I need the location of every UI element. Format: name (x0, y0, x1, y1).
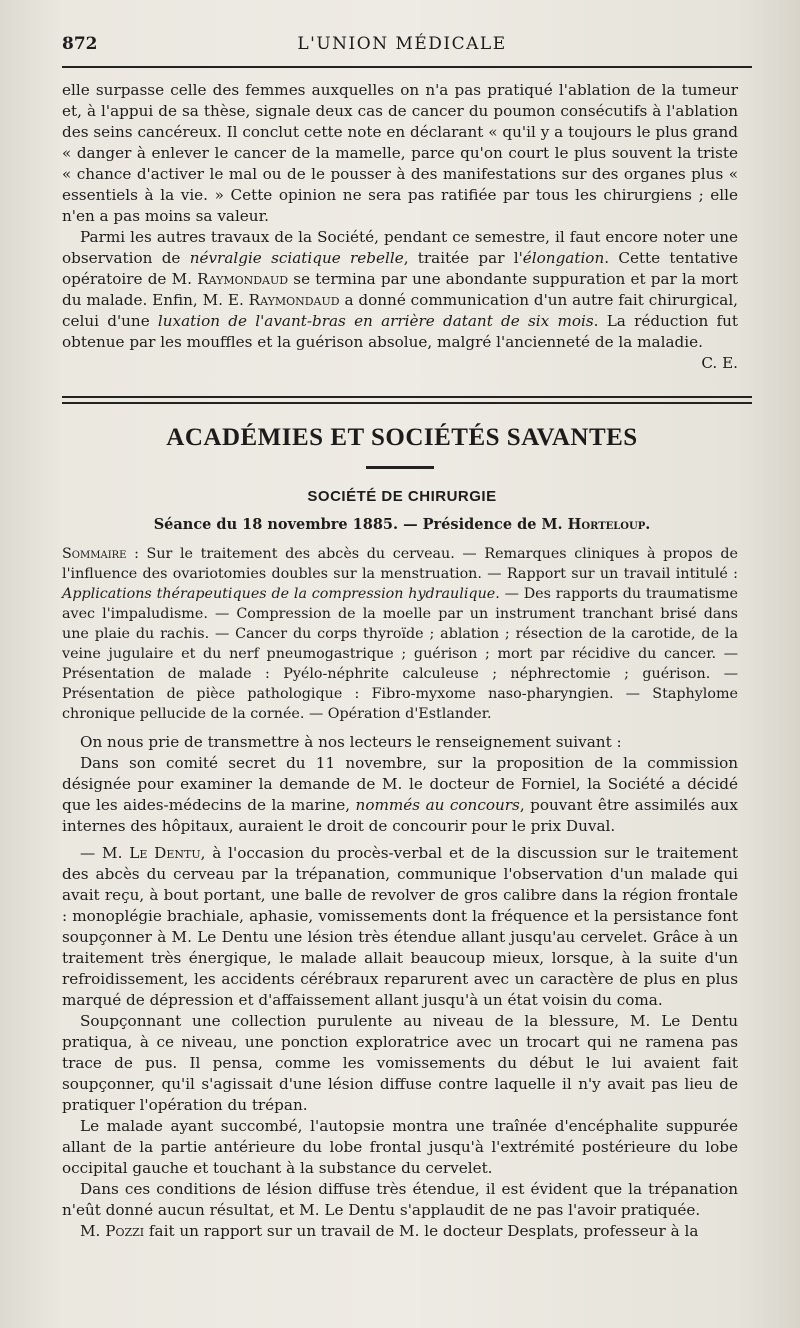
signature: C. E. (701, 354, 738, 372)
sommaire-label: Sommaire (62, 546, 127, 562)
body-paragraph-5: Le malade ayant succombé, l'autopsie montra une traînée d'encéphalite suppurée allant de la partie antérieure du lobe frontal jusqu'à l'extrémité postérieure du lobe occipital gauche et touchant à la substance du cervelet. (62, 1117, 738, 1177)
body-paragraph-7: M. Pozzi fait un rapport sur un travail de M. le docteur Desplats, professeur à la (80, 1222, 699, 1240)
section-subtitle: SOCIÉTÉ DE CHIRURGIE (307, 488, 497, 505)
header-rule (62, 66, 752, 68)
top-article (62, 80, 738, 374)
seance-line: Séance du 18 novembre 1885. — Présidence de M. Horteloup. (153, 516, 651, 533)
page-header (62, 30, 742, 60)
title-short-rule (366, 466, 434, 469)
running-title: L'UNION MÉDICALE (297, 34, 507, 54)
body-paragraph-6: Dans ces conditions de lésion diffuse très étendue, il est évident que la trépanation n'eût donné aucun résultat, et M. Le Dentu s'applaudit de ne pas l'avoir pratiquée. (62, 1180, 738, 1219)
section-double-rule-bottom (62, 402, 752, 404)
main-body (62, 732, 738, 1242)
section-title: ACADÉMIES ET SOCIÉTÉS SAVANTES (166, 424, 638, 451)
body-paragraph-3: — M. Le Dentu, à l'occasion du procès-verbal et de la discussion sur le traitement des abcès du cerveau par la trépanation, communique l'observation d'un malade qui avait reçu, à bout portant, une balle de revolver de gros calibre dans la région frontale : monoplégie brachiale, aphasie, vomissements dont la fréquence et la persistance font soupçonner à M. Le Dentu une lésion très étendue allant jusqu'au cervelet. Grâce à un traitement très énergique, le malade allait beaucoup mieux, lorsque, à la suite d'un refroidissement, les accidents cérébraux reparurent avec un caractère de plus en plus marqué de dépression et d'affaissement allant jusqu'à un état voisin du coma. (62, 844, 738, 1009)
top-paragraph-1: elle surpasse celle des femmes auxquelles on n'a pas pratiqué l'ablation de la tumeur et, à l'appui de sa thèse, signale deux cas de cancer du poumon consécutifs à l'ablation des seins cancéreux. Il conclut cette note en déclarant « qu'il y a toujours le plus grand « danger à enlever le cancer de la mamelle, parce qu'on court le plus souvent la triste « chance d'activer le mal ou de le pousser à des manifestations sur des organes plus « essentiels à la vie. » Cette opinion ne sera pas ratifiée par tous les chirurgiens ; elle n'en a pas moins sa valeur. (62, 81, 738, 225)
top-paragraph-2: Parmi les autres travaux de la Société, pendant ce semestre, il faut encore noter une observation de névralgie sciatique rebelle, traitée par l'élongation. Cette tentative opératoire de M. Raymondaud se termina par une abondante suppuration et par la mort du malade. Enfin, M. E. Raymondaud a donné communication d'un autre fait chirurgical, celui d'une luxation de l'avant-bras en arrière datant de six mois. La réduction fut obtenue par les mouffles et la guérison absolue, malgré l'ancienneté de la maladie. (62, 228, 739, 351)
sommaire-text: Sommaire : Sur le traitement des abcès du cerveau. — Remarques cliniques à propos de l'influence des ovariotomies doubles sur la menstruation. — Rapport sur un travail intitulé : Applications thérapeutiques de la compression hydraulique. — Des rapports du traumatisme avec l'impaludisme. — Compression de la moelle par un instrument tranchant brisé dans une plaie du rachis. — Cancer du corps thyroïde ; ablation ; résection de la carotide, de la veine jugulaire et du nerf pneumogastrique ; guérison ; mort par récidive du cancer. — Présentation de malade : Pyélo-néphrite calculeuse ; néphrectomie ; guérison. — Présentation de pièce pathologique : Fibro-myxome naso-pharyngien. — Staphylome chronique pellucide de la cornée. — Opération d'Estlander. (62, 546, 738, 722)
body-paragraph-1: On nous prie de transmettre à nos lecteurs le renseignement suivant : (80, 733, 622, 751)
page-number: 872 (62, 34, 98, 54)
body-paragraph-2: Dans son comité secret du 11 novembre, sur la proposition de la commission désignée pour examiner la demande de M. le docteur de Forniel, la Société a décidé que les aides-médecins de la marine, nommés au concours, pouvant être assimilés aux internes des hôpitaux, auraient le droit de concourir pour le prix Duval. (62, 754, 738, 835)
sommaire (62, 544, 738, 724)
section-double-rule-top (62, 396, 752, 398)
body-paragraph-4: Soupçonnant une collection purulente au niveau de la blessure, M. Le Dentu pratiqua, à ce niveau, une ponction exploratrice avec un trocart qui ne ramena pas trace de pus. Il pensa, comme les vomissements du début le lui avaient fait soupçonner, qu'il s'agissait d'une lésion diffuse contre laquelle il n'y avait pas lieu de pratiquer l'opération du trépan. (62, 1012, 738, 1114)
